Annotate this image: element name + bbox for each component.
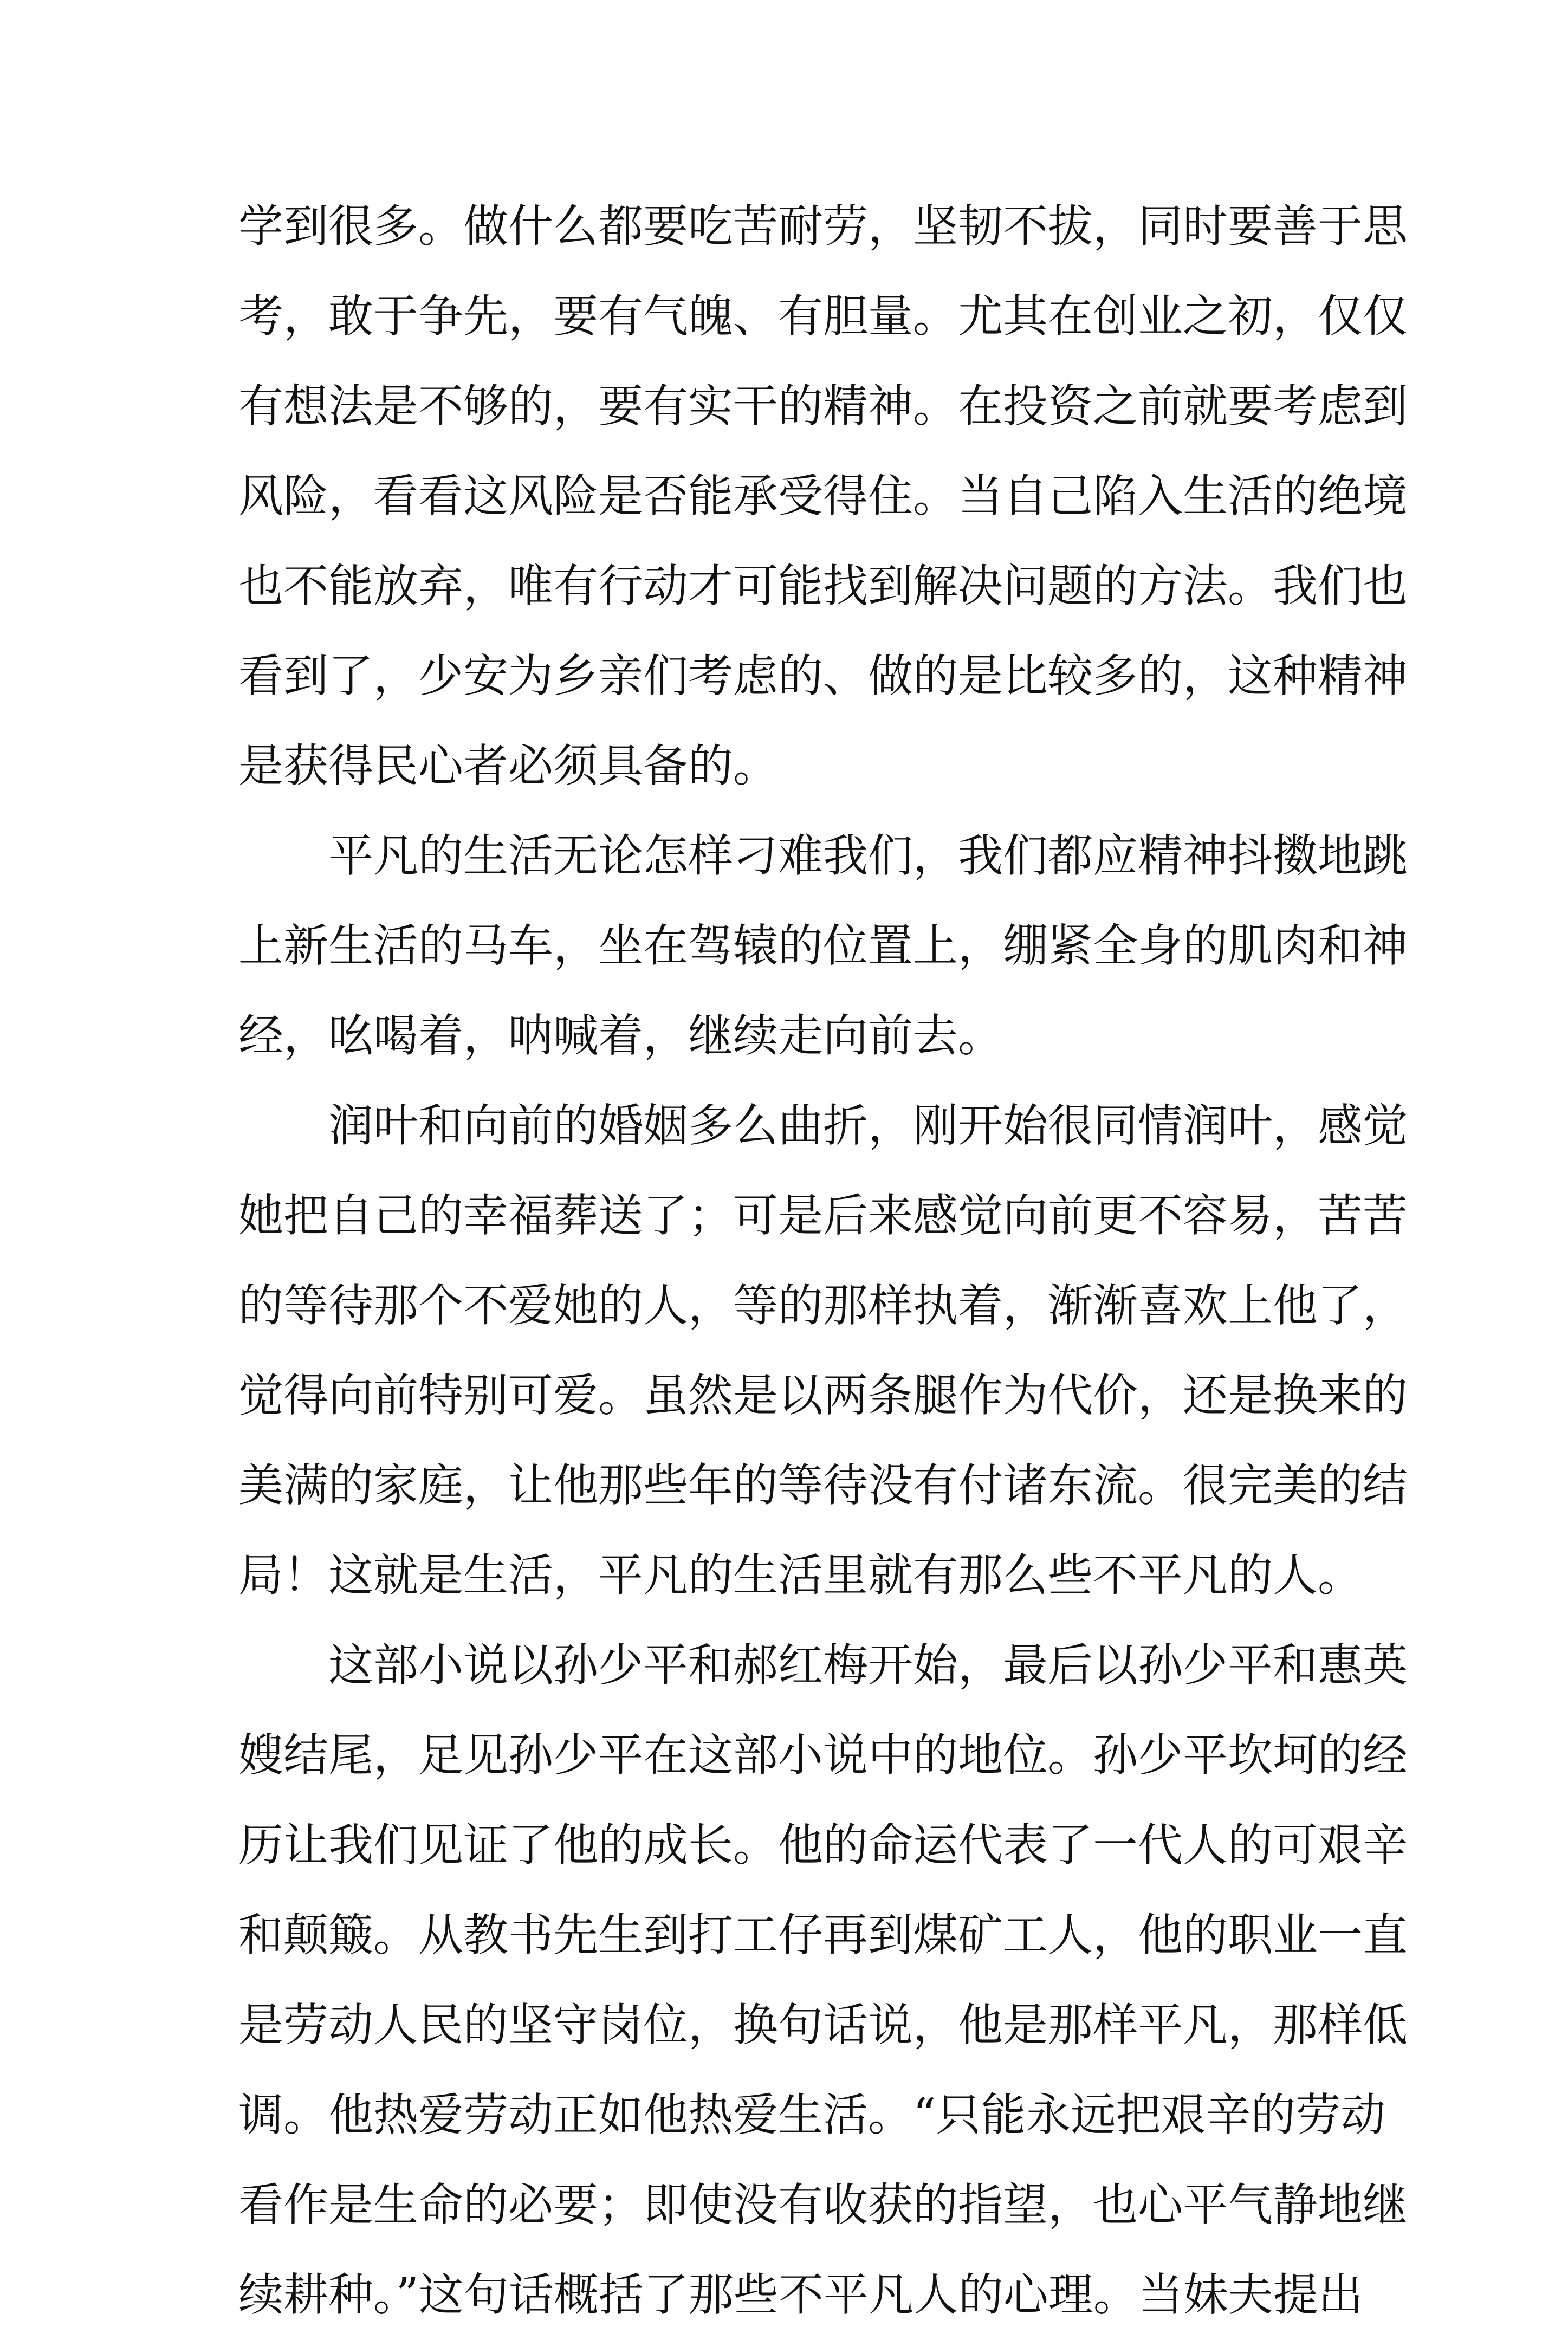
text-line: 美满的家庭，让他那些年的等待没有付诸东流。很完美的结 xyxy=(238,1459,1408,1512)
text-line: 也不能放弃，唯有行动才可能找到解决问题的方法。我们也 xyxy=(238,560,1408,612)
text-line: 调。他热爱劳动正如他热爱生活。“只能永远把艰辛的劳动 xyxy=(238,2089,1386,2141)
text-line: 续耕种。”这句话概括了那些不平凡人的心理。当妹夫提出 xyxy=(238,2268,1363,2321)
text-line: 上新生活的马车，坐在驾辕的位置上，绷紧全身的肌肉和神 xyxy=(238,919,1408,972)
text-line: 和颠簸。从教书先生到打工仔再到煤矿工人，他的职业一直 xyxy=(238,1909,1408,1961)
text-line: 是劳动人民的坚守岗位，换句话说，他是那样平凡，那样低 xyxy=(238,1999,1408,2051)
document-body xyxy=(238,182,1408,2340)
text-line: 是获得民心者必须具备的。 xyxy=(238,740,778,792)
text-line: 的等待那个不爱她的人，等的那样执着，渐渐喜欢上他了， xyxy=(238,1279,1408,1332)
text-line: 局！这就是生活，平凡的生活里就有那么些不平凡的人。 xyxy=(238,1549,1363,1602)
paragraph xyxy=(238,1081,1408,1621)
text-line: 看作是生命的必要；即使没有收获的指望，也心平气静地继 xyxy=(238,2179,1408,2231)
text-line: 有想法是不够的，要有实干的精神。在投资之前就要考虑到 xyxy=(238,380,1408,432)
text-line: 觉得向前特别可爱。虽然是以两条腿作为代价，还是换来的 xyxy=(238,1369,1408,1422)
text-line: 这部小说以孙少平和郝红梅开始，最后以孙少平和惠英 xyxy=(328,1639,1408,1691)
paragraph xyxy=(238,1621,1408,2340)
text-line: 风险，看看这风险是否能承受得住。当自己陷入生活的绝境 xyxy=(238,470,1408,522)
text-line: 看到了，少安为乡亲们考虑的、做的是比较多的，这种精神 xyxy=(238,650,1408,702)
text-line: 嫂结尾，足见孙少平在这部小说中的地位。孙少平坎坷的经 xyxy=(238,1729,1408,1781)
text-line: 考，敢于争先，要有气魄、有胆量。尤其在创业之初，仅仅 xyxy=(238,290,1408,342)
text-line: 润叶和向前的婚姻多么曲折，刚开始很同情润叶，感觉 xyxy=(328,1099,1408,1152)
text-line: 她把自己的幸福葬送了；可是后来感觉向前更不容易，苦苦 xyxy=(238,1189,1408,1242)
text-line: 平凡的生活无论怎样刁难我们，我们都应精神抖擞地跳 xyxy=(328,829,1408,882)
paragraph xyxy=(238,811,1408,1081)
text-line: 学到很多。做什么都要吃苦耐劳，坚韧不拔，同时要善于思 xyxy=(238,200,1408,252)
text-line: 历让我们见证了他的成长。他的命运代表了一代人的可艰辛 xyxy=(238,1819,1408,1871)
paragraph xyxy=(238,182,1408,811)
text-line: 经，吆喝着，呐喊着，继续走向前去。 xyxy=(238,1009,1003,1062)
